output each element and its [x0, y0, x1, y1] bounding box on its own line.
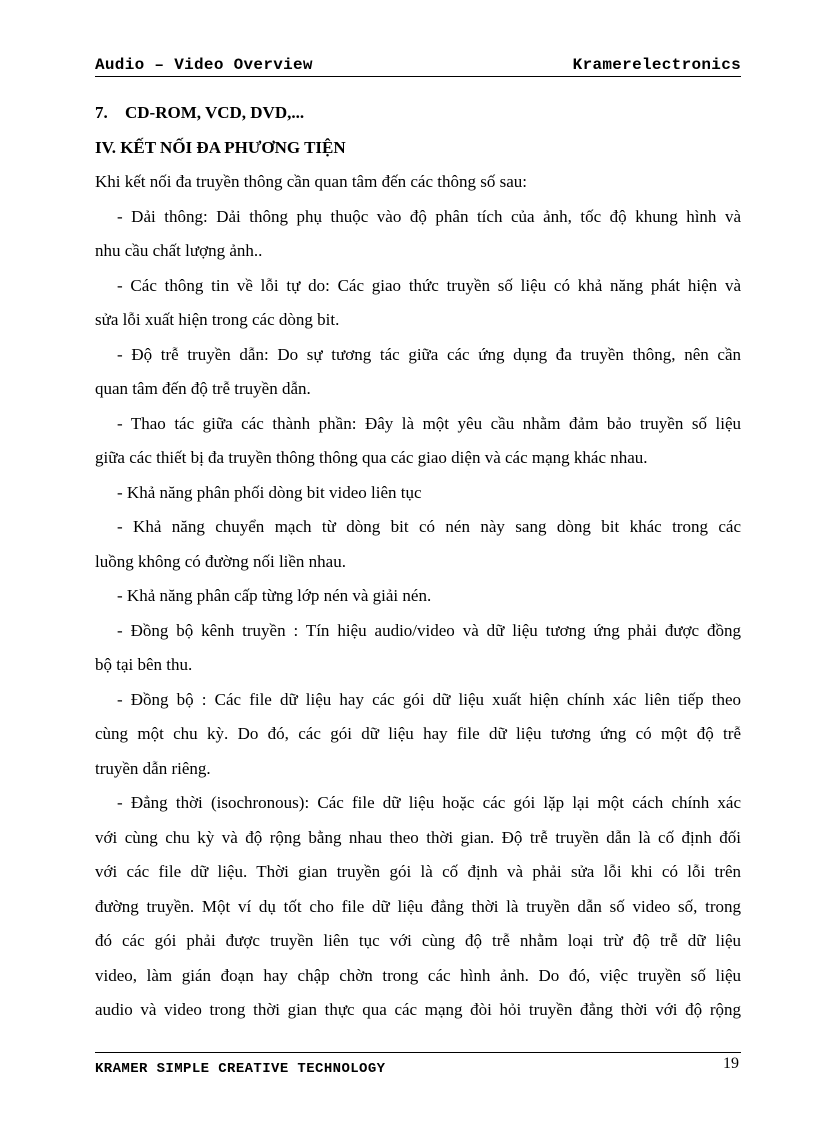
- text-line: giữa các thiết bị đa truyền thông thông qua các giao diện và các mạng khác nhau.: [95, 448, 648, 467]
- text-line: - Khả năng chuyển mạch từ dòng bit có nén này sang dòng bit khác trong các: [117, 517, 741, 536]
- text-line: đó các gói phải được truyền liên tục với cùng độ trễ nhằm loại trừ độ trễ dữ liệu: [95, 931, 741, 950]
- text-line: sửa lỗi xuất hiện trong các dòng bit.: [95, 310, 340, 329]
- page-header: [95, 54, 741, 76]
- page-footer: [95, 1053, 741, 1075]
- text-line: video, làm gián đoạn hay chập chờn trong các hình ảnh. Do đó, việc truyền số liệu: [95, 965, 741, 985]
- section-heading: IV. KẾT NỐI ĐA PHƯƠNG TIỆN: [95, 137, 346, 157]
- text-line: - Dải thông: Dải thông phụ thuộc vào độ phân tích của ảnh, tốc độ khung hình và: [117, 206, 741, 226]
- text-line: - Độ trễ truyền dẫn: Do sự tương tác giữa các ứng dụng đa truyền thông, nên cần: [117, 344, 741, 364]
- text-line: quan tâm đến độ trễ truyền dẫn.: [95, 379, 311, 398]
- text-line: - Thao tác giữa các thành phần: Đây là một yêu cầu nhằm đảm bảo truyền số liệu: [117, 413, 741, 433]
- header-company: Kramerelectronics: [572, 56, 741, 74]
- text-line: - Đồng bộ : Các file dữ liệu hay các gói dữ liệu xuất hiện chính xác liên tiếp theo: [117, 689, 741, 709]
- intro-paragraph: Khi kết nối đa truyền thông cần quan tâm đến các thông số sau:: [95, 172, 527, 191]
- header-divider: [95, 76, 741, 77]
- text-line: bộ tại bên thu.: [95, 655, 193, 674]
- text-line: với cùng chu kỳ và độ rộng bằng nhau theo thời gian. Độ trễ truyền dẫn là cố định đối: [95, 827, 741, 847]
- header-title: Audio – Video Overview: [95, 56, 313, 74]
- page-body: [95, 96, 741, 1028]
- item-title: CD-ROM, VCD, DVD,...: [125, 103, 305, 122]
- footer-tagline: KRAMER SIMPLE CREATIVE TECHNOLOGY: [95, 1061, 386, 1075]
- text-line: - Các thông tin về lỗi tự do: Các giao thức truyền số liệu có khả năng phát hiện và: [117, 275, 741, 295]
- text-line: nhu cầu chất lượng ảnh..: [95, 241, 263, 260]
- text-line: - Khả năng phân phối dòng bit video liên tục: [117, 482, 422, 502]
- item-heading: [95, 96, 741, 131]
- page-number: 19: [723, 1055, 739, 1072]
- text-line: audio và video trong thời gian thực qua các mạng đòi hỏi truyền đẳng thời với độ rộng: [95, 1000, 741, 1019]
- text-line: đường truyền. Một ví dụ tốt cho file dữ liệu đẳng thời là truyền dẫn số video số, trong: [95, 896, 741, 916]
- text-line: - Đồng bộ kênh truyền : Tín hiệu audio/video và dữ liệu tương ứng phải được đồng: [117, 620, 741, 640]
- text-line: - Đẳng thời (isochronous): Các file dữ liệu hoặc các gói lặp lại một cách chính xác: [117, 793, 741, 812]
- item-number: 7.: [95, 103, 108, 122]
- text-line: truyền dẫn riêng.: [95, 758, 211, 778]
- text-line: - Khả năng phân cấp từng lớp nén và giải nén.: [117, 586, 432, 605]
- text-line: với các file dữ liệu. Thời gian truyền gói là cố định và phải sửa lỗi khi có lỗi trên: [95, 862, 741, 881]
- text-line: luồng không có đường nối liền nhau.: [95, 551, 346, 571]
- text-line: cùng một chu kỳ. Do đó, các gói dữ liệu hay file dữ liệu tương ứng có một độ trễ: [95, 724, 741, 743]
